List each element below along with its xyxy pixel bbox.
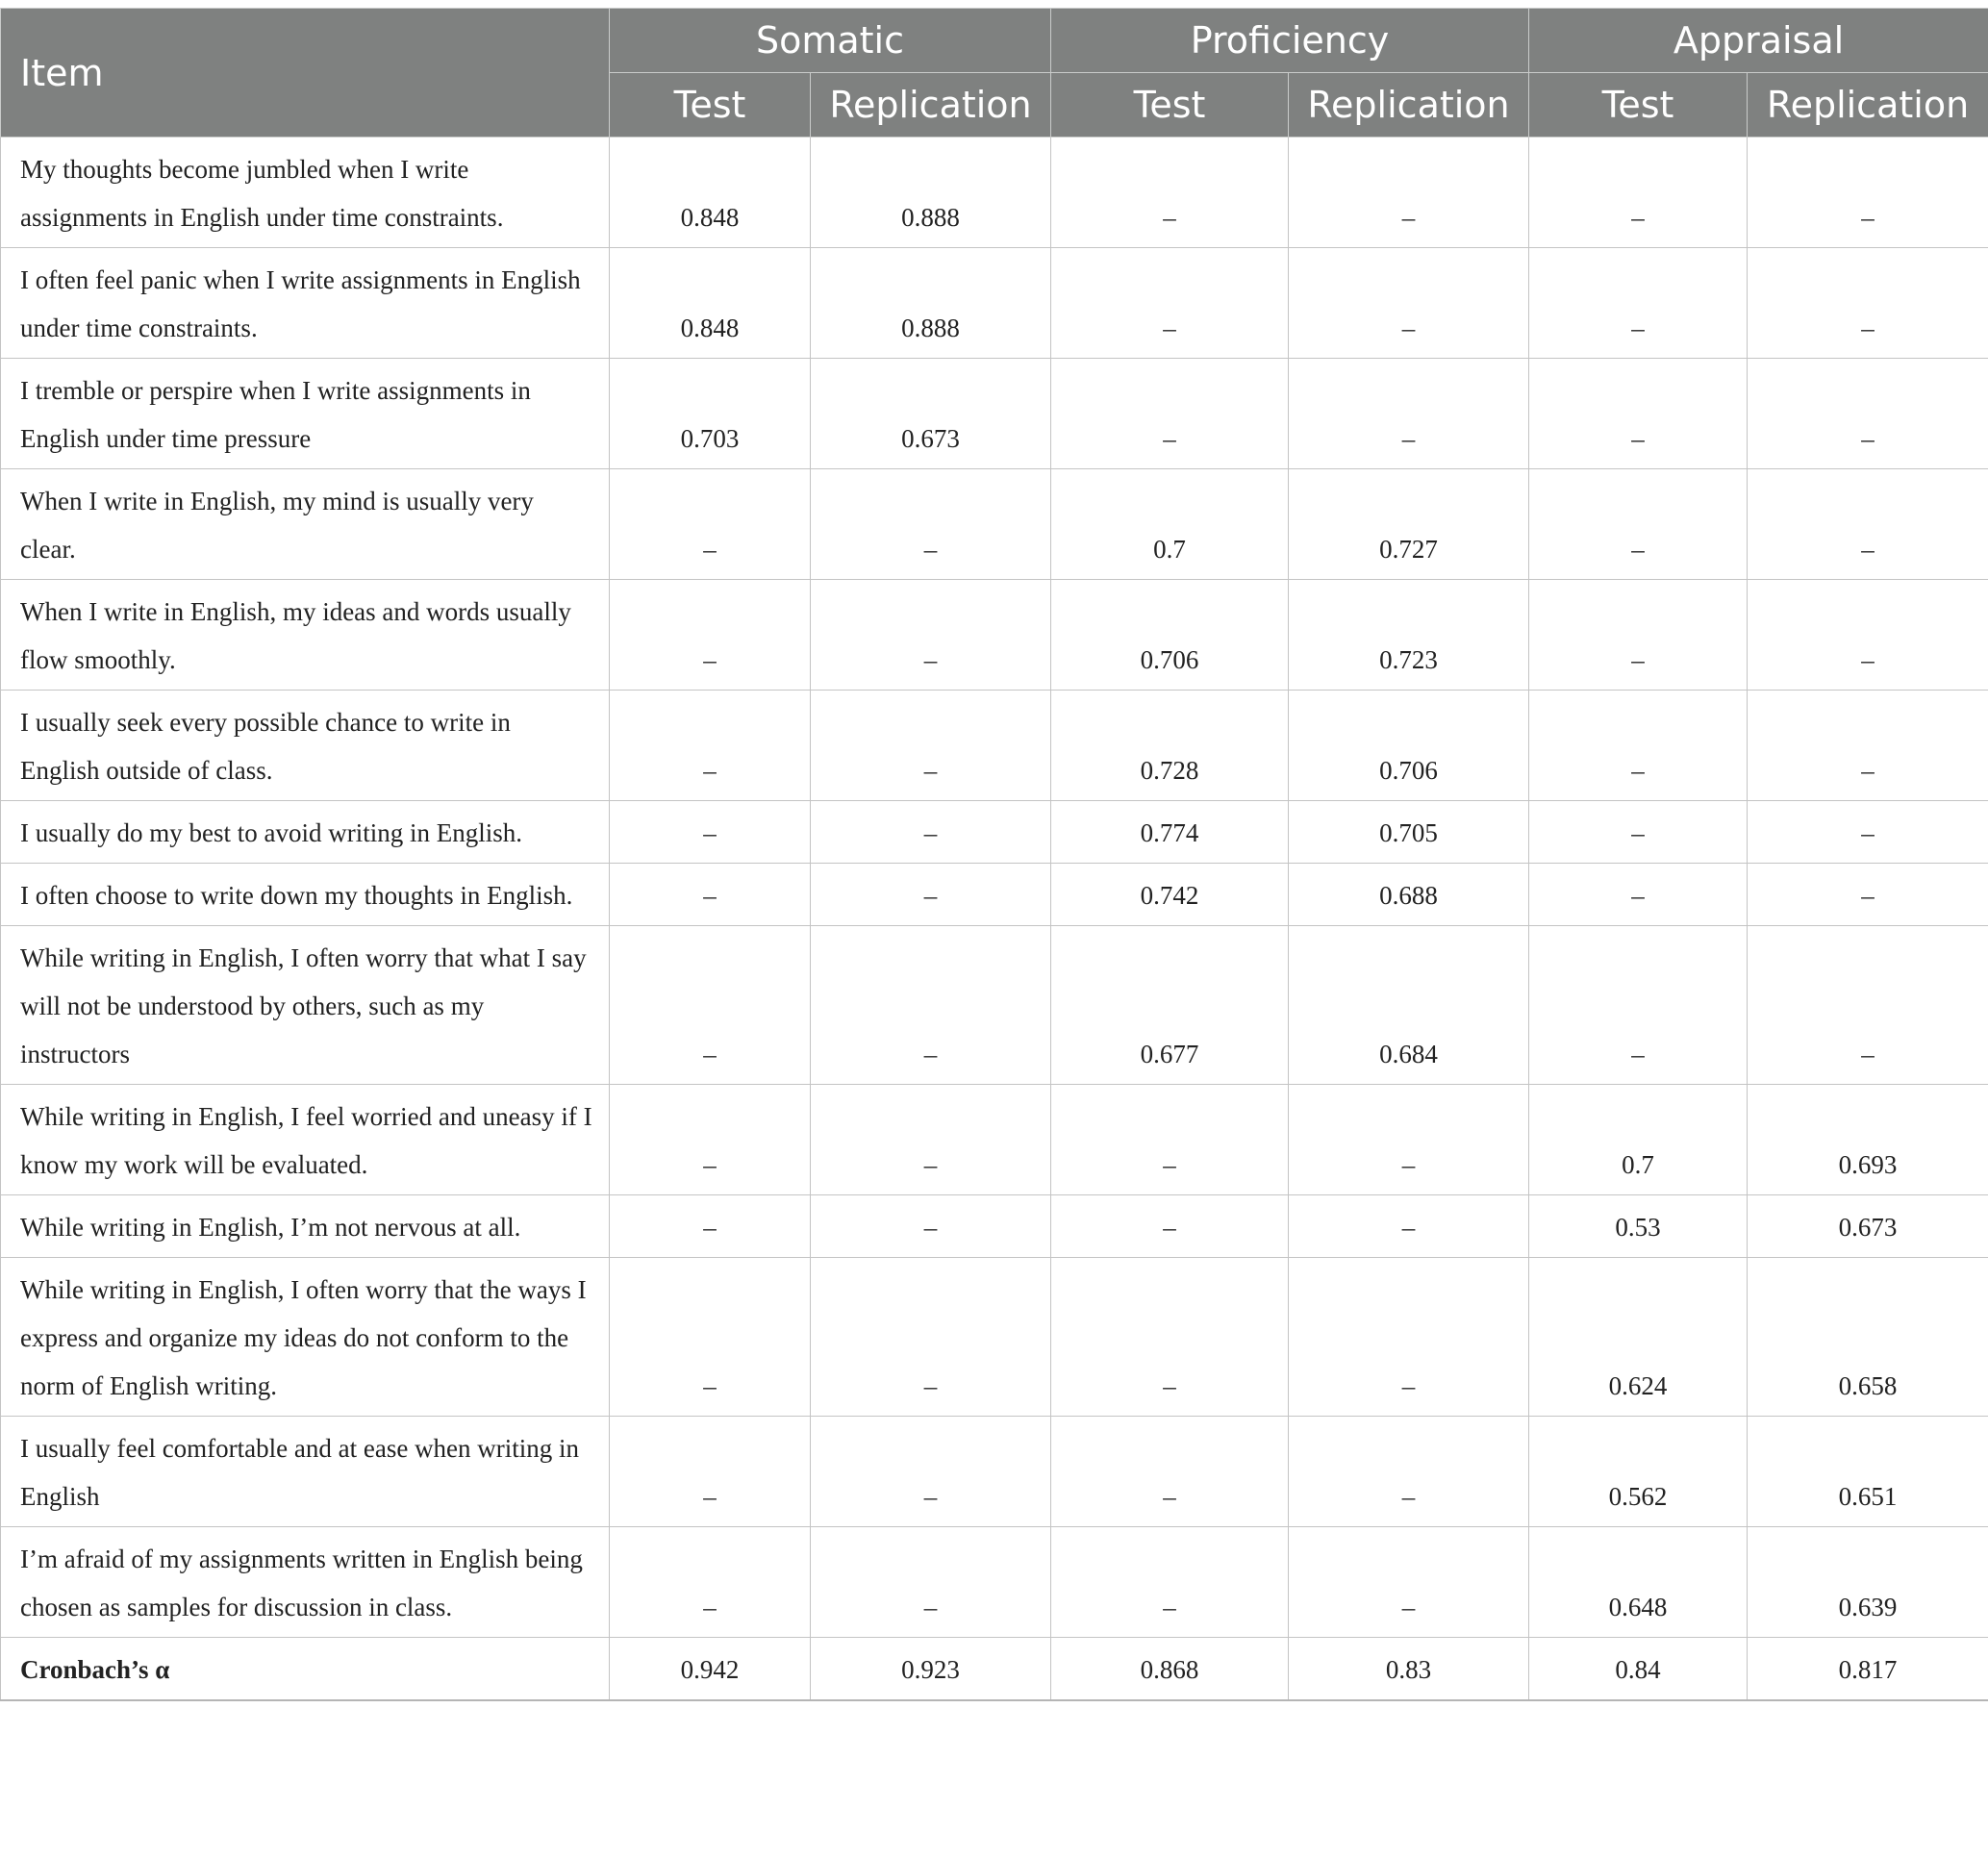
proficiency-replication-value: – bbox=[1289, 1417, 1529, 1527]
proficiency-replication-value: – bbox=[1289, 248, 1529, 359]
proficiency-replication-value: 0.727 bbox=[1289, 469, 1529, 580]
item-text: I usually feel comfortable and at ease when writing in English bbox=[1, 1417, 610, 1527]
somatic-test-value: – bbox=[610, 864, 811, 926]
somatic-test-value: – bbox=[610, 1085, 811, 1195]
proficiency-test-value: – bbox=[1051, 248, 1289, 359]
somatic-test-value: 0.848 bbox=[610, 248, 811, 359]
appraisal-replication-value: – bbox=[1748, 926, 1988, 1085]
proficiency-replication-value: 0.684 bbox=[1289, 926, 1529, 1085]
proficiency-test-value: 0.706 bbox=[1051, 580, 1289, 691]
appraisal-replication-value: – bbox=[1748, 864, 1988, 926]
proficiency-replication-value: – bbox=[1289, 1085, 1529, 1195]
proficiency-replication-value: 0.688 bbox=[1289, 864, 1529, 926]
table-row bbox=[1, 1085, 1988, 1195]
somatic-replication-value: – bbox=[811, 1195, 1051, 1258]
somatic-test-value: – bbox=[610, 801, 811, 864]
somatic-replication-value: 0.888 bbox=[811, 248, 1051, 359]
appraisal-replication-value: – bbox=[1748, 138, 1988, 248]
somatic-replication-value: – bbox=[811, 1417, 1051, 1527]
table-row bbox=[1, 580, 1988, 691]
somatic-replication-value: – bbox=[811, 1527, 1051, 1638]
item-text: While writing in English, I often worry that the ways I express and organize my ideas do not conform to the norm of English writing. bbox=[1, 1258, 610, 1417]
table-row bbox=[1, 469, 1988, 580]
somatic-replication-value: – bbox=[811, 864, 1051, 926]
somatic-test-value: – bbox=[610, 1417, 811, 1527]
somatic-replication-value: – bbox=[811, 1258, 1051, 1417]
proficiency-test-alpha: 0.868 bbox=[1051, 1638, 1289, 1701]
appraisal-replication-value: – bbox=[1748, 469, 1988, 580]
somatic-test-value: – bbox=[610, 1195, 811, 1258]
somatic-test-alpha: 0.942 bbox=[610, 1638, 811, 1701]
appraisal-test-value: 0.7 bbox=[1529, 1085, 1748, 1195]
proficiency-test-value: – bbox=[1051, 1195, 1289, 1258]
proficiency-test-header: Test bbox=[1051, 73, 1289, 138]
appraisal-replication-value: – bbox=[1748, 580, 1988, 691]
appraisal-replication-alpha: 0.817 bbox=[1748, 1638, 1988, 1701]
proficiency-test-value: – bbox=[1051, 1417, 1289, 1527]
item-text: I usually seek every possible chance to write in English outside of class. bbox=[1, 691, 610, 801]
appraisal-test-value: 0.562 bbox=[1529, 1417, 1748, 1527]
appraisal-replication-value: 0.693 bbox=[1748, 1085, 1988, 1195]
table-body bbox=[1, 138, 1988, 1701]
table-row bbox=[1, 248, 1988, 359]
appraisal-replication-value: – bbox=[1748, 691, 1988, 801]
factor-loadings-table bbox=[0, 8, 1988, 1701]
somatic-replication-value: – bbox=[811, 926, 1051, 1085]
item-text: When I write in English, my mind is usually very clear. bbox=[1, 469, 610, 580]
appraisal-group-header: Appraisal bbox=[1529, 9, 1988, 73]
appraisal-test-value: – bbox=[1529, 864, 1748, 926]
appraisal-test-value: – bbox=[1529, 691, 1748, 801]
proficiency-replication-value: – bbox=[1289, 1258, 1529, 1417]
item-text: I’m afraid of my assignments written in English being chosen as samples for discussion in class. bbox=[1, 1527, 610, 1638]
item-text: While writing in English, I feel worried and uneasy if I know my work will be evaluated. bbox=[1, 1085, 610, 1195]
somatic-test-value: 0.703 bbox=[610, 359, 811, 469]
appraisal-replication-value: 0.639 bbox=[1748, 1527, 1988, 1638]
proficiency-test-value: 0.742 bbox=[1051, 864, 1289, 926]
proficiency-test-value: 0.7 bbox=[1051, 469, 1289, 580]
proficiency-test-value: – bbox=[1051, 1527, 1289, 1638]
proficiency-test-value: – bbox=[1051, 359, 1289, 469]
somatic-test-value: – bbox=[610, 1527, 811, 1638]
proficiency-group-header: Proficiency bbox=[1051, 9, 1529, 73]
somatic-group-header: Somatic bbox=[610, 9, 1051, 73]
appraisal-test-value: – bbox=[1529, 580, 1748, 691]
appraisal-test-value: – bbox=[1529, 926, 1748, 1085]
appraisal-replication-value: 0.651 bbox=[1748, 1417, 1988, 1527]
table-row bbox=[1, 138, 1988, 248]
table-row bbox=[1, 359, 1988, 469]
table-row bbox=[1, 1417, 1988, 1527]
somatic-replication-alpha: 0.923 bbox=[811, 1638, 1051, 1701]
table-row bbox=[1, 691, 1988, 801]
table-row bbox=[1, 1527, 1988, 1638]
header-row-groups bbox=[1, 9, 1988, 73]
appraisal-test-value: – bbox=[1529, 248, 1748, 359]
somatic-replication-value: – bbox=[811, 1085, 1051, 1195]
proficiency-replication-value: – bbox=[1289, 1527, 1529, 1638]
appraisal-test-value: – bbox=[1529, 138, 1748, 248]
somatic-test-value: – bbox=[610, 691, 811, 801]
proficiency-replication-value: – bbox=[1289, 138, 1529, 248]
item-text: I often feel panic when I write assignments in English under time constraints. bbox=[1, 248, 610, 359]
somatic-test-value: – bbox=[610, 580, 811, 691]
appraisal-test-header: Test bbox=[1529, 73, 1748, 138]
proficiency-replication-value: 0.705 bbox=[1289, 801, 1529, 864]
appraisal-replication-value: – bbox=[1748, 359, 1988, 469]
appraisal-test-value: – bbox=[1529, 469, 1748, 580]
somatic-replication-value: – bbox=[811, 691, 1051, 801]
proficiency-test-value: 0.774 bbox=[1051, 801, 1289, 864]
proficiency-test-value: – bbox=[1051, 1085, 1289, 1195]
table-row bbox=[1, 1258, 1988, 1417]
somatic-test-value: – bbox=[610, 1258, 811, 1417]
proficiency-replication-value: – bbox=[1289, 359, 1529, 469]
proficiency-replication-value: – bbox=[1289, 1195, 1529, 1258]
proficiency-test-value: – bbox=[1051, 138, 1289, 248]
item-text: I usually do my best to avoid writing in English. bbox=[1, 801, 610, 864]
cronbach-alpha-row bbox=[1, 1638, 1988, 1701]
item-text: While writing in English, I’m not nervous at all. bbox=[1, 1195, 610, 1258]
somatic-test-value: – bbox=[610, 469, 811, 580]
table-row bbox=[1, 1195, 1988, 1258]
appraisal-test-value: 0.624 bbox=[1529, 1258, 1748, 1417]
somatic-replication-value: – bbox=[811, 580, 1051, 691]
table-row bbox=[1, 926, 1988, 1085]
proficiency-replication-value: 0.723 bbox=[1289, 580, 1529, 691]
proficiency-replication-header: Replication bbox=[1289, 73, 1529, 138]
somatic-replication-value: – bbox=[811, 801, 1051, 864]
appraisal-replication-value: – bbox=[1748, 248, 1988, 359]
proficiency-test-value: – bbox=[1051, 1258, 1289, 1417]
appraisal-replication-value: – bbox=[1748, 801, 1988, 864]
somatic-test-value: 0.848 bbox=[610, 138, 811, 248]
appraisal-test-value: – bbox=[1529, 801, 1748, 864]
item-text: My thoughts become jumbled when I write assignments in English under time constraints. bbox=[1, 138, 610, 248]
appraisal-replication-value: 0.658 bbox=[1748, 1258, 1988, 1417]
proficiency-test-value: 0.728 bbox=[1051, 691, 1289, 801]
proficiency-test-value: 0.677 bbox=[1051, 926, 1289, 1085]
somatic-replication-header: Replication bbox=[811, 73, 1051, 138]
appraisal-test-value: 0.53 bbox=[1529, 1195, 1748, 1258]
item-text: I tremble or perspire when I write assignments in English under time pressure bbox=[1, 359, 610, 469]
proficiency-replication-alpha: 0.83 bbox=[1289, 1638, 1529, 1701]
item-column-header: Item bbox=[1, 9, 610, 138]
somatic-replication-value: 0.888 bbox=[811, 138, 1051, 248]
somatic-test-header: Test bbox=[610, 73, 811, 138]
table-row bbox=[1, 801, 1988, 864]
appraisal-test-alpha: 0.84 bbox=[1529, 1638, 1748, 1701]
appraisal-test-value: 0.648 bbox=[1529, 1527, 1748, 1638]
item-text: I often choose to write down my thoughts in English. bbox=[1, 864, 610, 926]
table-row bbox=[1, 864, 1988, 926]
appraisal-replication-header: Replication bbox=[1748, 73, 1988, 138]
cronbach-alpha-label: Cronbach’s α bbox=[1, 1638, 610, 1701]
appraisal-replication-value: 0.673 bbox=[1748, 1195, 1988, 1258]
proficiency-replication-value: 0.706 bbox=[1289, 691, 1529, 801]
somatic-test-value: – bbox=[610, 926, 811, 1085]
item-text: When I write in English, my ideas and words usually flow smoothly. bbox=[1, 580, 610, 691]
appraisal-test-value: – bbox=[1529, 359, 1748, 469]
somatic-replication-value: 0.673 bbox=[811, 359, 1051, 469]
item-text: While writing in English, I often worry that what I say will not be understood by others, such as my instructors bbox=[1, 926, 610, 1085]
somatic-replication-value: – bbox=[811, 469, 1051, 580]
